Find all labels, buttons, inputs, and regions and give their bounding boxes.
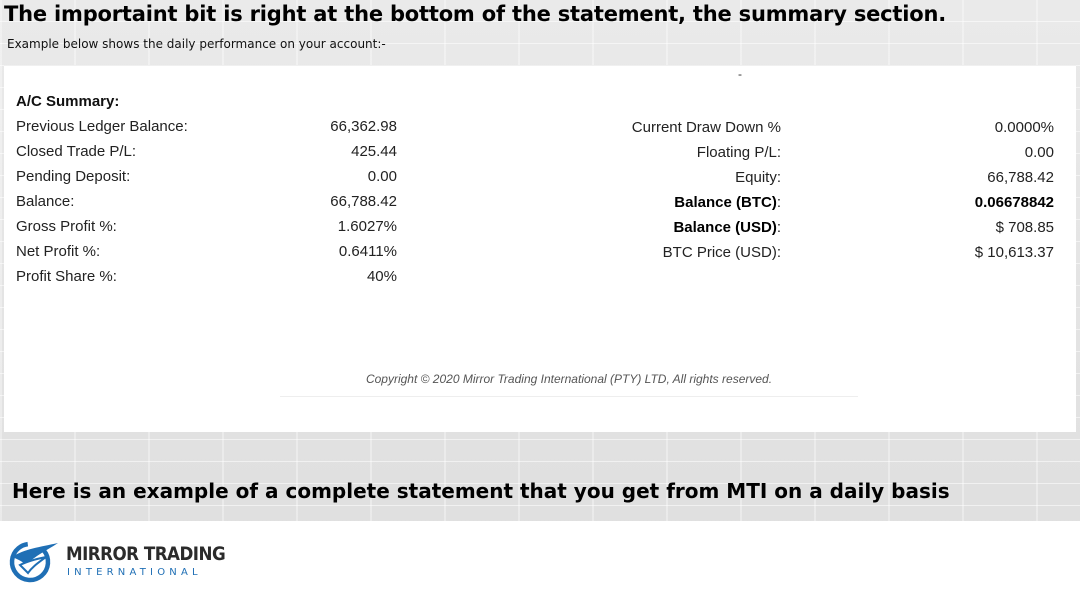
logo-sub-text: INTERNATIONAL <box>67 567 202 578</box>
gross-profit-value: 1.6027% <box>337 218 397 235</box>
profit-share-label: Profit Share %: <box>16 268 117 285</box>
copyright-notice: Copyright © 2020 Mirror Trading International (PTY) LTD, All rights reserved. <box>280 370 858 397</box>
btc-price-label: BTC Price (USD): <box>662 244 781 261</box>
logo-strip <box>0 521 1080 594</box>
equity-label: Equity: <box>735 169 781 186</box>
floating-pl-label: Floating P/L: <box>696 144 781 161</box>
balance-usd-value: $ 708.85 <box>995 219 1054 236</box>
closed-trade-pl-value: 425.44 <box>351 143 397 160</box>
page-heading: The importaint bit is right at the bottom of the statement, the summary section. <box>4 2 947 26</box>
mti-logo <box>4 529 230 589</box>
equity-value: 66,788.42 <box>987 169 1054 186</box>
gross-profit-label: Gross Profit %: <box>16 218 117 235</box>
balance-btc-label-text: Balance (BTC) <box>674 194 777 211</box>
summary-title: A/C Summary: <box>16 93 120 110</box>
previous-ledger-balance-label: Previous Ledger Balance: <box>16 118 188 135</box>
profit-share-value: 40% <box>366 268 397 285</box>
btc-price-value: $ 10,613.37 <box>974 244 1054 261</box>
statement-intro-heading: Here is an example of a complete statement that you get from MTI on a daily basis <box>12 479 950 503</box>
balance-btc-label-colon: : <box>776 194 781 211</box>
mti-logo-icon <box>6 535 62 585</box>
pending-deposit-value: 0.00 <box>367 168 397 185</box>
current-draw-down-label: Current Draw Down % <box>631 119 781 136</box>
previous-ledger-balance-value: 66,362.98 <box>330 118 397 135</box>
logo-main-text: MIRROR TRADING <box>66 543 226 565</box>
page-subheading: Example below shows the daily performance on your account:- <box>7 37 386 51</box>
balance-value: 66,788.42 <box>330 193 397 210</box>
statement-summary-panel <box>4 65 1076 432</box>
floating-pl-value: 0.00 <box>1024 144 1054 161</box>
pending-deposit-label: Pending Deposit: <box>16 168 131 185</box>
header-dash: - <box>738 67 742 81</box>
net-profit-label: Net Profit %: <box>16 243 101 260</box>
closed-trade-pl-label: Closed Trade P/L: <box>16 143 137 160</box>
balance-btc-label <box>504 193 781 213</box>
balance-usd-label-text: Balance (USD) <box>673 219 777 236</box>
current-draw-down-value: 0.0000% <box>994 119 1054 136</box>
balance-btc-value: 0.06678842 <box>974 194 1054 211</box>
balance-usd-label-colon: : <box>776 219 781 236</box>
balance-label: Balance: <box>16 193 75 210</box>
net-profit-value: 0.6411% <box>338 243 397 260</box>
balance-usd-label <box>504 218 781 238</box>
